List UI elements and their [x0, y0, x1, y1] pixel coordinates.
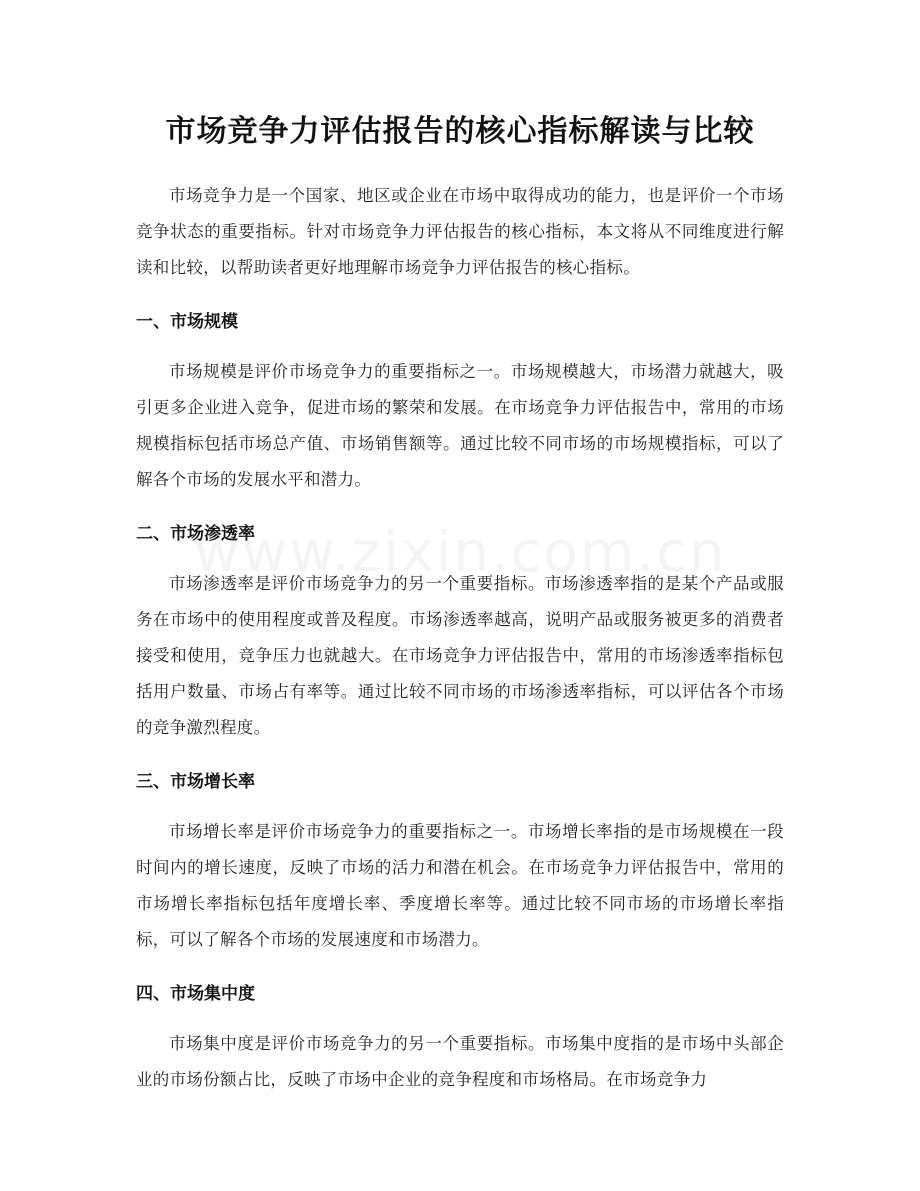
section-paragraph: 市场增长率是评价市场竞争力的重要指标之一。市场增长率指的是市场规模在一段时间内的增长速度，反映了市场的活力和潜在机会。在市场竞争力评估报告中，常用的市场增长率指标包括年度增长率、季度增长率等。通过比较不同市场的市场增长率指标，可以了解各个市场的发展速度和市场潜力。	[136, 822, 784, 949]
section-market-size	[136, 304, 784, 498]
section-paragraph: 市场规模是评价市场竞争力的重要指标之一。市场规模越大，市场潜力就越大，吸引更多企业进入竞争，促进市场的繁荣和发展。在市场竞争力评估报告中，常用的市场规模指标包括市场总产值、市场销售额等。通过比较不同市场的市场规模指标，可以了解各个市场的发展水平和潜力。	[136, 362, 784, 489]
document-title: 市场竞争力评估报告的核心指标解读与比较	[165, 114, 755, 149]
section-paragraph: 市场渗透率是评价市场竞争力的另一个重要指标。市场渗透率指的是某个产品或服务在市场中的使用程度或普及程度。市场渗透率越高，说明产品或服务被更多的消费者接受和使用，竞争压力也就越大。在市场竞争力评估报告中，常用的市场渗透率指标包括用户数量、市场占有率等。通过比较不同市场的市场渗透率指标，可以评估各个市场的竞争激烈程度。	[136, 574, 784, 737]
intro-paragraph: 市场竞争力是一个国家、地区或企业在市场中取得成功的能力，也是评价一个市场竞争状态的重要指标。针对市场竞争力评估报告的核心指标，本文将从不同维度进行解读和比较，以帮助读者更好地理解市场竞争力评估报告的核心指标。	[136, 186, 784, 277]
section-market-concentration	[136, 976, 784, 1098]
section-heading: 三、市场增长率	[136, 772, 255, 792]
section-market-growth	[136, 764, 784, 958]
section-heading: 二、市场渗透率	[136, 524, 255, 544]
section-heading: 四、市场集中度	[136, 984, 255, 1004]
section-market-penetration	[136, 516, 784, 746]
section-paragraph: 市场集中度是评价市场竞争力的另一个重要指标。市场集中度指的是市场中头部企业的市场份额占比，反映了市场中企业的竞争程度和市场格局。在市场竞争力	[136, 1034, 784, 1089]
section-heading: 一、市场规模	[136, 312, 238, 332]
